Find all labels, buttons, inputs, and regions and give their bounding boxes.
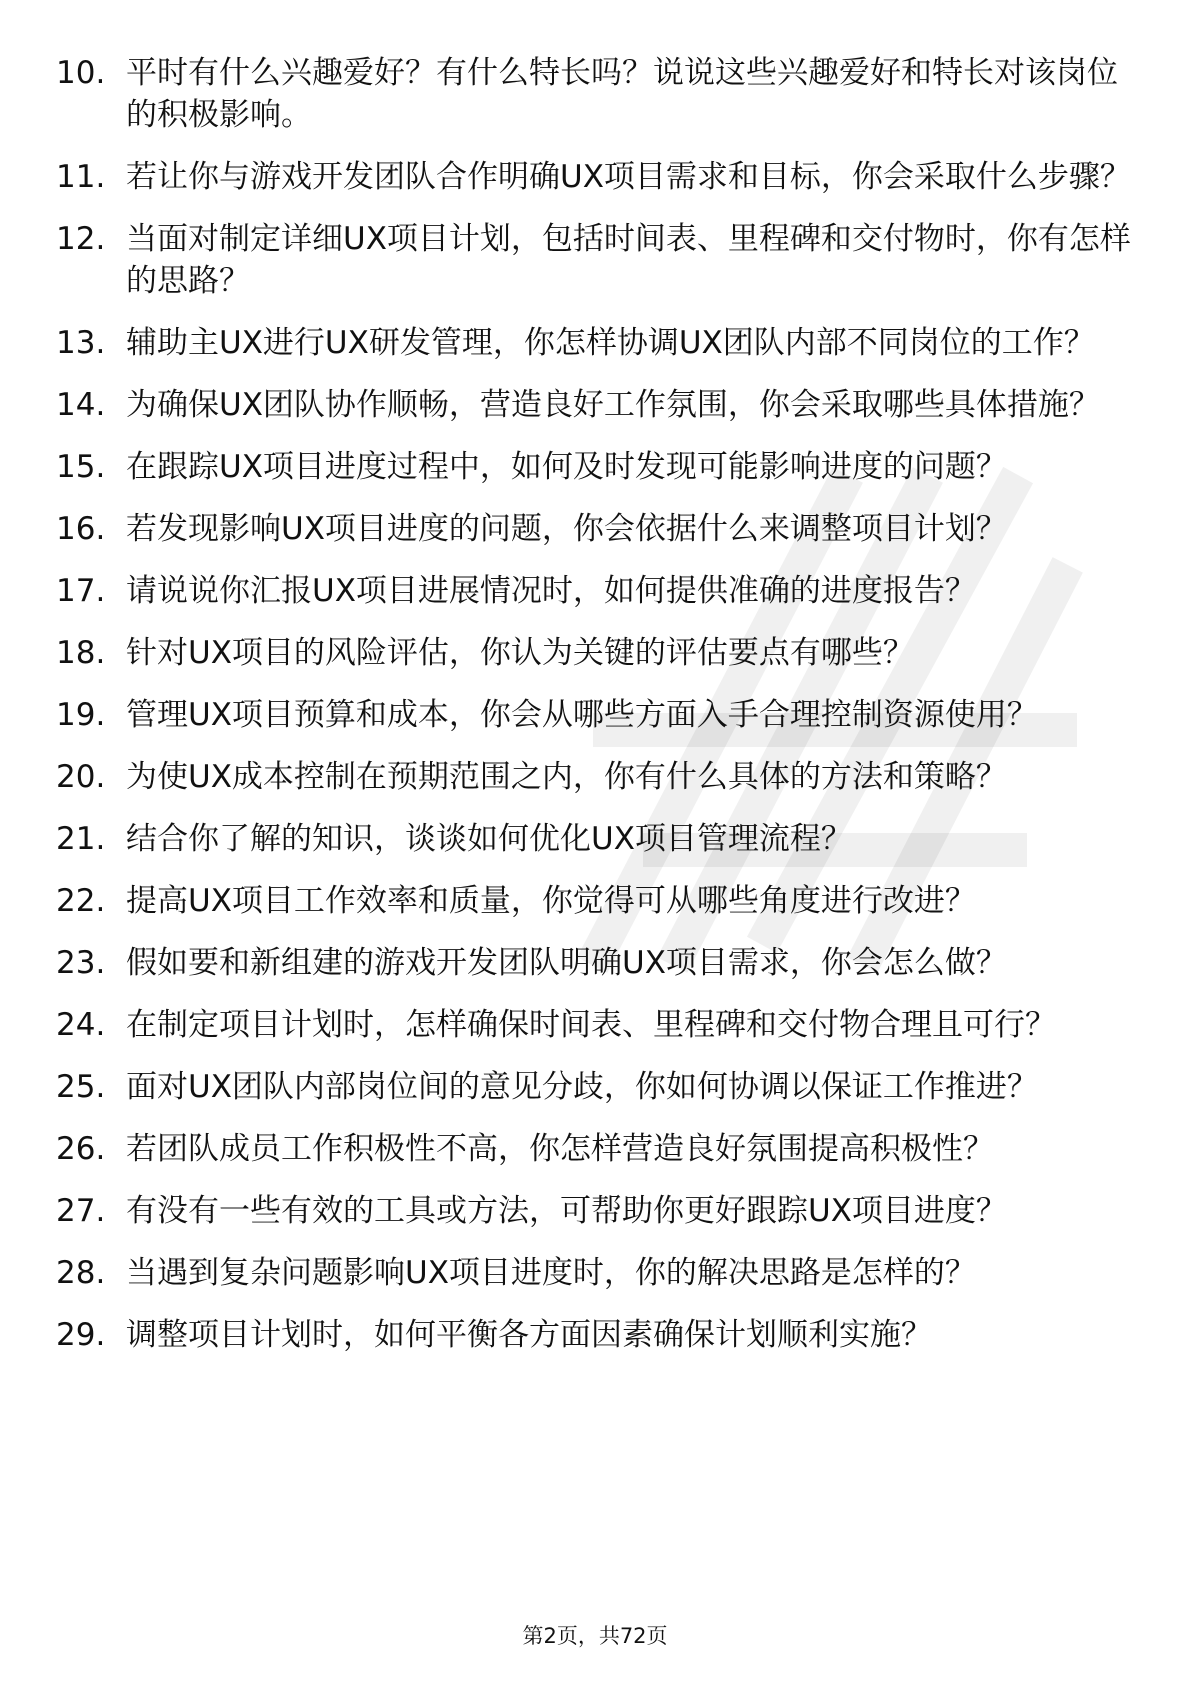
question-text: 若团队成员工作积极性不高，你怎样营造良好氛围提高积极性？	[126, 1131, 994, 1167]
question-text: 提高UX项目工作效率和质量，你觉得可从哪些角度进行改进？	[126, 883, 976, 919]
question-text: 为使UX成本控制在预期范围之内，你有什么具体的方法和策略？	[126, 759, 1007, 795]
question-text: 在跟踪UX项目进度过程中，如何及时发现可能影响进度的问题？	[126, 449, 1007, 485]
question-text: 请说说你汇报UX项目进展情况时，如何提供准确的进度报告？	[126, 573, 976, 609]
question-item	[56, 1004, 1146, 1046]
question-item	[56, 880, 1146, 922]
question-text: 结合你了解的知识，谈谈如何优化UX项目管理流程？	[126, 821, 852, 857]
question-text: 平时有什么兴趣爱好？有什么特长吗？说说这些兴趣爱好和特长对该岗位的积极影响。	[126, 55, 1118, 133]
question-text: 若让你与游戏开发团队合作明确UX项目需求和目标，你会采取什么步骤？	[126, 159, 1131, 195]
question-item	[56, 570, 1146, 612]
question-item	[56, 508, 1146, 550]
question-number: 20.	[56, 759, 106, 795]
question-item	[56, 1066, 1146, 1108]
question-item	[56, 1314, 1146, 1356]
question-number: 28.	[56, 1255, 106, 1291]
question-number: 16.	[56, 511, 106, 547]
question-number: 21.	[56, 821, 106, 857]
question-number: 22.	[56, 883, 106, 919]
question-number: 26.	[56, 1131, 106, 1167]
question-number: 25.	[56, 1069, 106, 1105]
question-item	[56, 818, 1146, 860]
question-text: 为确保UX团队协作顺畅，营造良好工作氛围，你会采取哪些具体措施？	[126, 387, 1100, 423]
question-text: 有没有一些有效的工具或方法，可帮助你更好跟踪UX项目进度？	[126, 1193, 1007, 1229]
question-number: 12.	[56, 221, 106, 257]
question-number: 27.	[56, 1193, 106, 1229]
question-text: 若发现影响UX项目进度的问题，你会依据什么来调整项目计划？	[126, 511, 1007, 547]
question-number: 24.	[56, 1007, 106, 1043]
question-number: 10.	[56, 55, 106, 91]
question-number: 19.	[56, 697, 106, 733]
question-text: 在制定项目计划时，怎样确保时间表、里程碑和交付物合理且可行？	[126, 1007, 1056, 1043]
question-item	[56, 694, 1146, 736]
question-item	[56, 756, 1146, 798]
question-number: 13.	[56, 325, 106, 361]
question-list	[56, 52, 1146, 1376]
question-number: 17.	[56, 573, 106, 609]
question-item	[56, 218, 1146, 302]
question-number: 29.	[56, 1317, 106, 1353]
question-item	[56, 1252, 1146, 1294]
question-text: 假如要和新组建的游戏开发团队明确UX项目需求，你会怎么做？	[126, 945, 1007, 981]
question-text: 当面对制定详细UX项目计划，包括时间表、里程碑和交付物时，你有怎样的思路？	[126, 221, 1131, 299]
question-item	[56, 322, 1146, 364]
question-number: 14.	[56, 387, 106, 423]
question-number: 18.	[56, 635, 106, 671]
question-item	[56, 942, 1146, 984]
question-text: 面对UX团队内部岗位间的意见分歧，你如何协调以保证工作推进？	[126, 1069, 1038, 1105]
question-text: 针对UX项目的风险评估，你认为关键的评估要点有哪些？	[126, 635, 914, 671]
question-item	[56, 384, 1146, 426]
page-footer: 第2页，共72页	[522, 1624, 668, 1648]
question-item	[56, 1128, 1146, 1170]
question-item	[56, 52, 1146, 136]
question-item	[56, 632, 1146, 674]
question-text: 管理UX项目预算和成本，你会从哪些方面入手合理控制资源使用？	[126, 697, 1038, 733]
question-text: 调整项目计划时，如何平衡各方面因素确保计划顺利实施？	[126, 1317, 932, 1353]
question-item	[56, 156, 1146, 198]
question-number: 23.	[56, 945, 106, 981]
question-item	[56, 446, 1146, 488]
question-item	[56, 1190, 1146, 1232]
question-text: 辅助主UX进行UX研发管理，你怎样协调UX团队内部不同岗位的工作？	[126, 325, 1095, 361]
question-number: 11.	[56, 159, 106, 195]
question-number: 15.	[56, 449, 106, 485]
question-text: 当遇到复杂问题影响UX项目进度时，你的解决思路是怎样的？	[126, 1255, 976, 1291]
